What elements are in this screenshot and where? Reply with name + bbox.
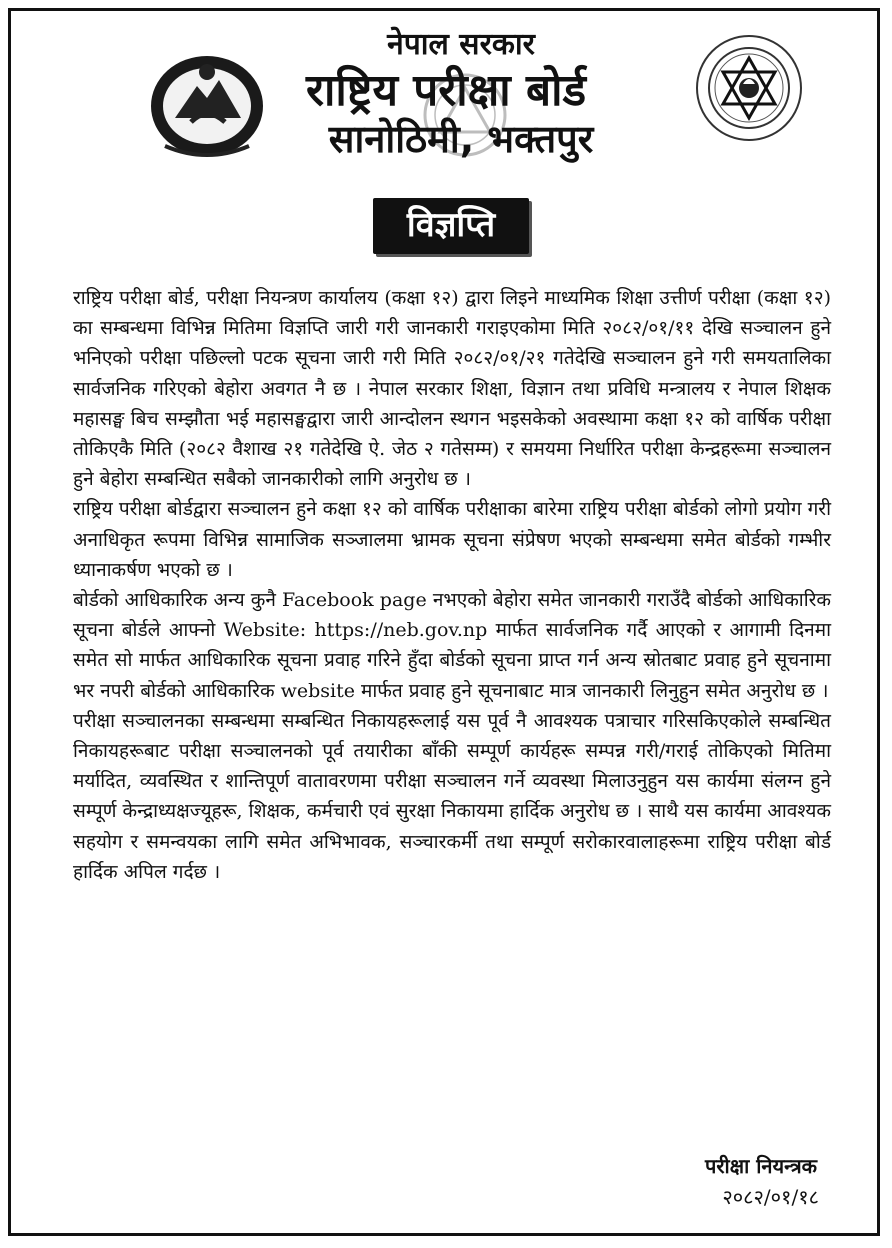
header-address: सानोठिमी, भक्तपुर xyxy=(328,117,594,161)
paragraph: बोर्डको आधिकारिक अन्य कुनै Facebook page नभएको बेहोरा समेत जानकारी गराउँदै बोर्डको आधिकारिक सूचना बोर्डले आफ्नो Website: https://neb.gov.np मार्फत सार्वजनिक गर्दै आएको र आगामी दिनमा समेत सो मार्फत आधिकारिक सूचना प्रवाह गरिने हुँदा बोर्डको सूचना प्राप्त गर्न अन्य स्रोतबाट प्रवाह हुने सूचनामा भर नपरी बोर्डको आधिकारिक website मार्फत प्रवाह हुने सूचनाबाट मात्र जानकारी लिनुहुन समेत अनुरोध छ । xyxy=(73,589,831,702)
signatory-title: परीक्षा नियन्त्रक xyxy=(705,1154,817,1178)
paragraph: राष्ट्रिय परीक्षा बोर्ड, परीक्षा नियन्त्रण कार्यालय (कक्षा १२) द्वारा लिइने माध्यमिक शिक्षा उत्तीर्ण परीक्षा (कक्षा १२) का सम्बन्धमा विभिन्न मितिमा विज्ञप्ति जारी गरी जानकारी गराइएकोमा मिति २०८२/०१/११ देखि सञ्चालन हुने भनिएको परीक्षा पछिल्लो पटक सूचना जारी गरी मिति २०८२/०१/२१ गतेदेखि सञ्चालन हुने गरी समयतालिका सार्वजनिक गरिएको बेहोरा अवगत नै छ । नेपाल सरकार शिक्षा, विज्ञान तथा प्रविधि मन्त्रालय र नेपाल शिक्षक महासङ्घ बिच सम्झौता भई महासङ्घद्वारा जारी आन्दोलन स्थगन भइसकेको अवस्थामा कक्षा १२ को वार्षिक परीक्षा तोकिएकै मिति (२०८२ वैशाख २१ गतेदेखि ऐ. जेठ २ गतेसम्म) र समयमा निर्धारित परीक्षा केन्द्रहरूमा सञ्चालन हुने बेहोरा सम्बन्धित सबैको जानकारीको लागि अनुरोध छ । xyxy=(73,287,831,491)
notice-title: विज्ञप्ति xyxy=(373,198,529,254)
paragraph: राष्ट्रिय परीक्षा बोर्डद्वारा सञ्चालन हुने कक्षा १२ को वार्षिक परीक्षाका बारेमा राष्ट्रिय परीक्षा बोर्डको लोगो प्रयोग गरी अनाधिकृत रूपमा विभिन्न सामाजिक सञ्जालमा भ्रामक सूचना संप्रेषण भएको सम्बन्धमा समेत बोर्डको गम्भीर ध्यानाकर्षण भएको छ । xyxy=(73,498,831,581)
header-government: नेपाल सरकार xyxy=(387,27,535,62)
notice-body xyxy=(73,283,831,887)
header-organization: राष्ट्रिय परीक्षा बोर्ड xyxy=(305,65,587,116)
paragraph: परीक्षा सञ्चालनका सम्बन्धमा सम्बन्धित निकायहरूलाई यस पूर्व नै आवश्यक पत्राचार गरिसकिएकोले सम्बन्धित निकायहरूबाट परीक्षा सञ्चालनको पूर्व तयारीका बाँकी सम्पूर्ण कार्यहरू सम्पन्न गरी/गराई तोकिएको मितिमा मर्यादित, व्यवस्थित र शान्तिपूर्ण वातावरणमा परीक्षा सञ्चालन गर्ने व्यवस्था मिलाउनुहुन यस कार्यमा संलग्न हुने सम्पूर्ण केन्द्राध्यक्षज्यूहरू, शिक्षक, कर्मचारी एवं सुरक्षा निकायमा हार्दिक अनुरोध छ । साथै यस कार्यमा आवश्यक सहयोग र समन्वयका लागि समेत अभिभावक, सञ्चारकर्मी तथा सम्पूर्ण सरोकारवालाहरूमा राष्ट्रिय परीक्षा बोर्ड हार्दिक अपिल गर्दछ । xyxy=(73,709,831,883)
neb-seal-icon xyxy=(693,32,805,144)
signature-date: २०८२/०१/१८ xyxy=(722,1185,819,1209)
